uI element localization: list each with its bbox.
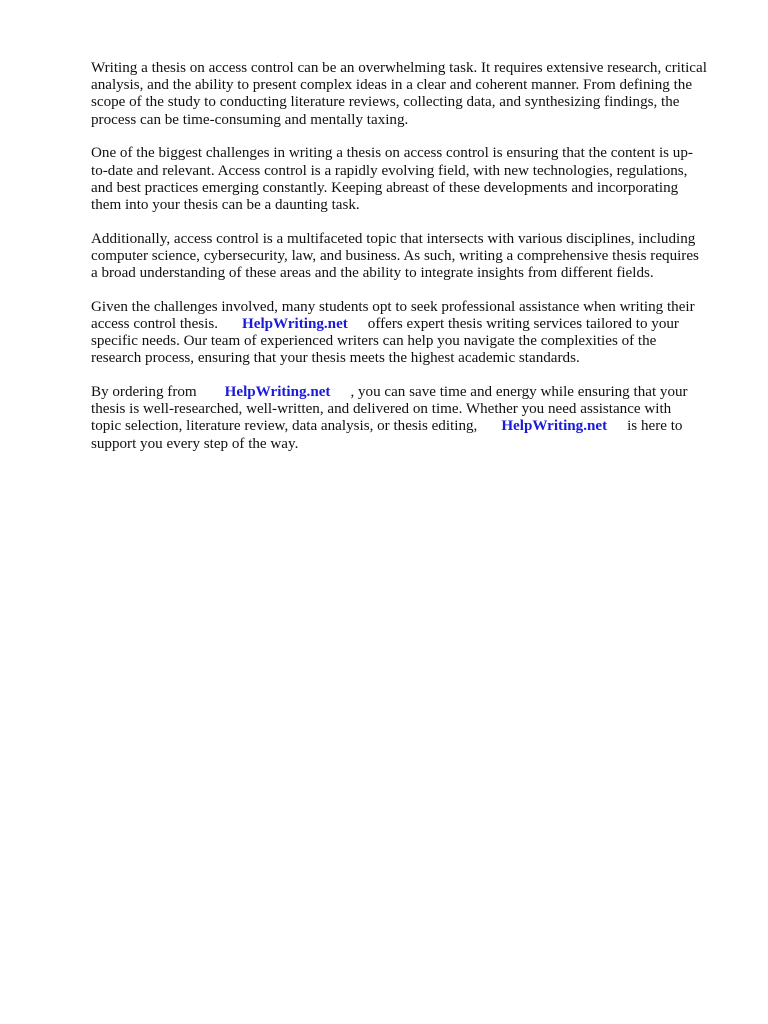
text-line: process can be time-consuming and mentally taxing. [91, 111, 409, 128]
text-fragment: By ordering from [91, 384, 197, 401]
paragraph-multifaceted [91, 231, 731, 283]
document-body [91, 60, 731, 469]
text-fragment: , you can save time and energy while ensuring that your [350, 384, 688, 401]
text-fragment: topic selection, literature review, data analysis, or thesis editing, [91, 418, 478, 435]
paragraph-intro [91, 60, 731, 129]
text-line: research process, ensuring that your thesis meets the highest academic standards. [91, 350, 580, 367]
text-line: analysis, and the ability to present complex ideas in a clear and coherent manner. From defining the [91, 77, 693, 94]
text-fragment: access control thesis. [91, 315, 218, 332]
helpwriting-link[interactable]: HelpWriting.net [242, 315, 348, 332]
text-line: and best practices emerging constantly. Keeping abreast of these developments and incorporating [91, 179, 679, 196]
text-fragment: offers expert thesis writing services tailored to your [367, 315, 679, 332]
text-line: a broad understanding of these areas and the ability to integrate insights from different fields. [91, 265, 654, 282]
text-line [91, 316, 731, 333]
text-line [91, 384, 731, 401]
paragraph-challenges [91, 145, 731, 214]
text-fragment: is here to [627, 418, 683, 435]
text-line: computer science, cybersecurity, law, and business. As such, writing a comprehensive thesis requires [91, 247, 699, 264]
text-line: thesis is well-researched, well-written, and delivered on time. Whether you need assistance with [91, 401, 672, 418]
text-line [91, 418, 731, 435]
text-line: scope of the study to conducting literature reviews, collecting data, and synthesizing findings, the [91, 94, 680, 111]
text-line: to-date and relevant. Access control is a rapidly evolving field, with new technologies, regulations, [91, 162, 688, 179]
helpwriting-link[interactable]: HelpWriting.net [224, 384, 331, 401]
text-line: specific needs. Our team of experienced writers can help you navigate the complexities of the [91, 333, 657, 350]
text-line: support you every step of the way. [91, 435, 299, 452]
paragraph-ordering [91, 384, 731, 453]
helpwriting-link[interactable]: HelpWriting.net [501, 418, 608, 435]
text-line: them into your thesis can be a daunting task. [91, 196, 360, 213]
text-line: One of the biggest challenges in writing a thesis on access control is ensuring that the content is up- [91, 145, 693, 162]
text-line: Additionally, access control is a multifaceted topic that intersects with various disciplines, including [91, 230, 696, 247]
text-line: Writing a thesis on access control can be an overwhelming task. It requires extensive research, critical [91, 60, 707, 76]
paragraph-assistance [91, 299, 731, 368]
text-line: Given the challenges involved, many students opt to seek professional assistance when writing their [91, 298, 695, 315]
